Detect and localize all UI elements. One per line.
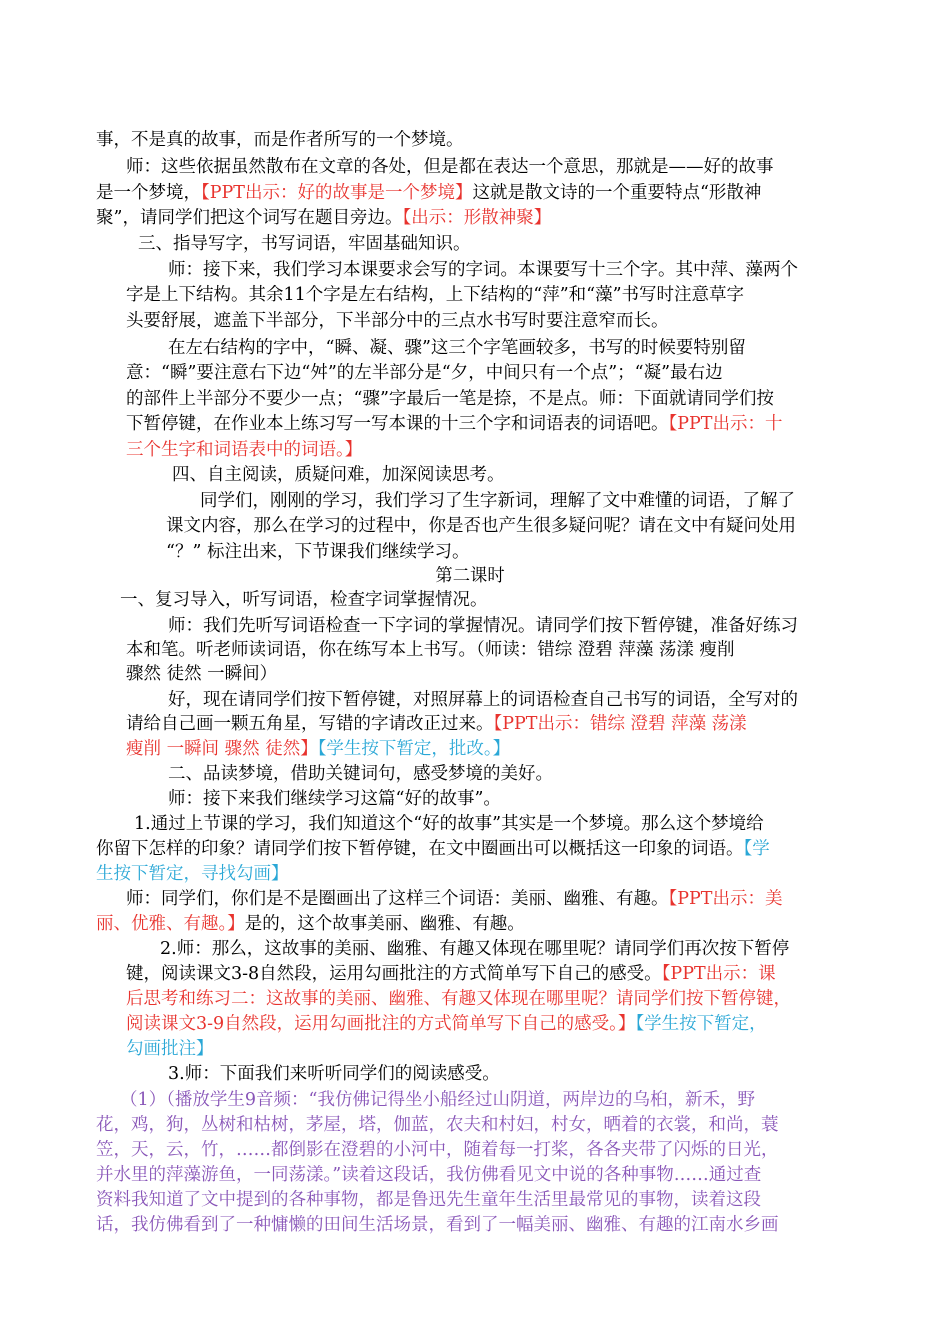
student-annotation: 【学生按下暂定， <box>635 1014 767 1034</box>
paragraph-line: 字是上下结构。其余11个字是左右结构，上下结构的“萍”和“藻”书写时注意草字 <box>126 285 745 305</box>
ppt-annotation: 【PPT出示：错综 澄碧 萍藻 荡漾 <box>493 714 747 734</box>
paragraph-line <box>96 206 551 230</box>
paragraph-line <box>126 962 776 986</box>
section-heading: 三、指导写字，书写词语，牢固基础知识。 <box>138 234 471 254</box>
ppt-annotation: 阅读课文3-9自然段，运用勾画批注的方式简单写下自己的感受。】 <box>126 1014 636 1034</box>
text-run: 聚”，请同学们把这个词写在题目旁边。 <box>96 208 403 228</box>
student-annotation: 勾画批注】 <box>126 1039 214 1059</box>
audio-transcript-line: 花，鸡，狗，丛树和枯树，茅屋，塔，伽蓝，农夫和村妇，村女，晒着的衣裳，和尚，蓑 <box>96 1115 779 1135</box>
paragraph-line <box>126 1012 767 1036</box>
ppt-annotation: 瘦削 一瞬间 骤然 徒然】 <box>126 739 318 759</box>
text-run: 下暂停键，在作业本上练习写一写本课的十三个字和词语表的词语吧。 <box>126 414 669 434</box>
paragraph-line: 的部件上半部分不要少一点；“骤”字最后一笔是捺，不是点。师：下面就请同学们按 <box>126 389 774 409</box>
ppt-annotation: 【PPT出示：好的故事是一个梦境】 <box>201 183 473 203</box>
paragraph-line: 3.师：下面我们来听听同学们的阅读感受。 <box>168 1064 500 1084</box>
paragraph-line: 2.师：那么，这故事的美丽、幽雅、有趣又体现在哪里呢？请同学们再次按下暂停 <box>160 939 790 959</box>
ppt-annotation: 【出示：形散神聚】 <box>402 208 552 228</box>
text-run: 师：同学们，你们是不是圈画出了这样三个词语：美丽、幽雅、有趣。 <box>126 889 669 909</box>
text-run: 请给自己画一颗五角星，写错的字请改正过来。 <box>126 714 494 734</box>
paragraph-line: 课文内容，那么在学习的过程中，你是否也产生很多疑问呢？请在文中有疑问处用 <box>166 516 796 536</box>
ppt-annotation: 丽、优雅、有趣。】 <box>96 914 245 934</box>
paragraph-line: 1.通过上节课的学习，我们知道这个“好的故事”其实是一个梦境。那么这个梦境给 <box>134 814 764 834</box>
paragraph-line <box>96 912 525 936</box>
ppt-annotation: 三个生字和词语表中的词语。】 <box>126 440 363 460</box>
paragraph-line <box>126 737 510 761</box>
ppt-annotation: 【PPT出示：十 <box>668 414 783 434</box>
paragraph-line: 师：接下来我们继续学习这篇“好的故事”。 <box>168 789 501 809</box>
ppt-annotation: 【PPT出示：美 <box>668 889 783 909</box>
student-annotation: 生按下暂定，寻找勾画】 <box>96 864 289 884</box>
ppt-annotation: 后思考和练习二：这故事的美丽、幽雅、有趣又体现在哪里呢？请同学们按下暂停键， <box>126 989 791 1009</box>
ppt-annotation: 【PPT出示：课 <box>661 964 776 984</box>
student-annotation: 【学生按下暂定，批改。】 <box>317 739 511 759</box>
paragraph-line <box>126 887 782 911</box>
text-run: 你留下怎样的印象？请同学们按下暂停键，在文中圈画出可以概括这一印象的词语。 <box>96 839 744 859</box>
paragraph-line: 同学们，刚刚的学习，我们学习了生字新词，理解了文中难懂的词语，了解了 <box>200 491 795 511</box>
paragraph-line <box>126 412 782 436</box>
paragraph-line <box>96 837 770 861</box>
audio-transcript-line: 话，我仿佛看到了一种慵懒的田间生活场景，看到了一幅美丽、幽雅、有趣的江南水乡画 <box>96 1215 779 1235</box>
paragraph-line: 头要舒展，遮盖下半部分，下半部分中的三点水书写时要注意窄而长。 <box>126 311 669 331</box>
text-run: 是一个梦境， <box>96 183 201 203</box>
audio-transcript-line: 笠，天，云，竹，……都倒影在澄碧的小河中，随着每一打桨，各各夹带了闪烁的日光， <box>96 1140 779 1160</box>
paragraph-line: 意：“瞬”要注意右下边“舛”的左半部分是“夕，中间只有一个点”；“凝”最右边 <box>126 363 723 383</box>
audio-transcript-line: 资料我知道了文中提到的各种事物，都是鲁迅先生童年生活里最常见的事物，读着这段 <box>96 1190 761 1210</box>
lesson-title: 第二课时 <box>435 566 505 586</box>
text-run: 是的，这个故事美丽、幽雅、有趣。 <box>244 914 525 934</box>
section-heading: 四、自主阅读，质疑问难，加深阅读思考。 <box>172 465 505 485</box>
audio-transcript-line: 并水里的萍藻游鱼，一同荡漾。”读着这段话，我仿佛看见文中说的各种事物……通过查 <box>96 1165 762 1185</box>
paragraph-line: 本和笔。听老师读词语，你在练写本上书写。（师读：错综 澄碧 萍藻 荡漾 瘦削 <box>126 640 735 660</box>
paragraph-line <box>126 712 747 736</box>
paragraph-line: 好，现在请同学们按下暂停键，对照屏幕上的词语检查自己书写的词语，全写对的 <box>168 690 798 710</box>
text-run: 键，阅读课文3-8自然段，运用勾画批注的方式简单写下自己的感受。 <box>126 964 662 984</box>
paragraph-line <box>96 181 761 205</box>
section-heading: 一、复习导入，听写词语，检查字词掌握情况。 <box>120 590 488 610</box>
section-heading: 二、品读梦境，借助关键词句，感受梦境的美好。 <box>168 764 553 784</box>
paragraph-line: 在左右结构的字中，“瞬、凝、骤”这三个字笔画较多，书写的时候要特别留 <box>168 338 746 358</box>
paragraph-line: “？” 标注出来，下节课我们继续学习。 <box>166 542 470 562</box>
paragraph-line: 事，不是真的故事，而是作者所写的一个梦境。 <box>96 130 464 150</box>
paragraph-line: 师：我们先听写词语检查一下字词的掌握情况。请同学们按下暂停键，准备好练习 <box>168 616 798 636</box>
text-run: 这就是散文诗的一个重要特点“形散神 <box>472 183 762 203</box>
audio-transcript-line: （1）（播放学生9音频：“我仿佛记得坐小船经过山阴道，两岸边的乌桕，新禾，野 <box>120 1090 755 1110</box>
paragraph-line: 骤然 徒然 一瞬间） <box>126 664 278 684</box>
student-annotation: 【学 <box>743 839 770 859</box>
paragraph-line: 师：接下来，我们学习本课要求会写的字词。本课要写十三个字。其中萍、藻两个 <box>168 260 798 280</box>
paragraph-line: 师：这些依据虽然散布在文章的各处，但是都在表达一个意思，那就是——好的故事 <box>126 157 774 177</box>
